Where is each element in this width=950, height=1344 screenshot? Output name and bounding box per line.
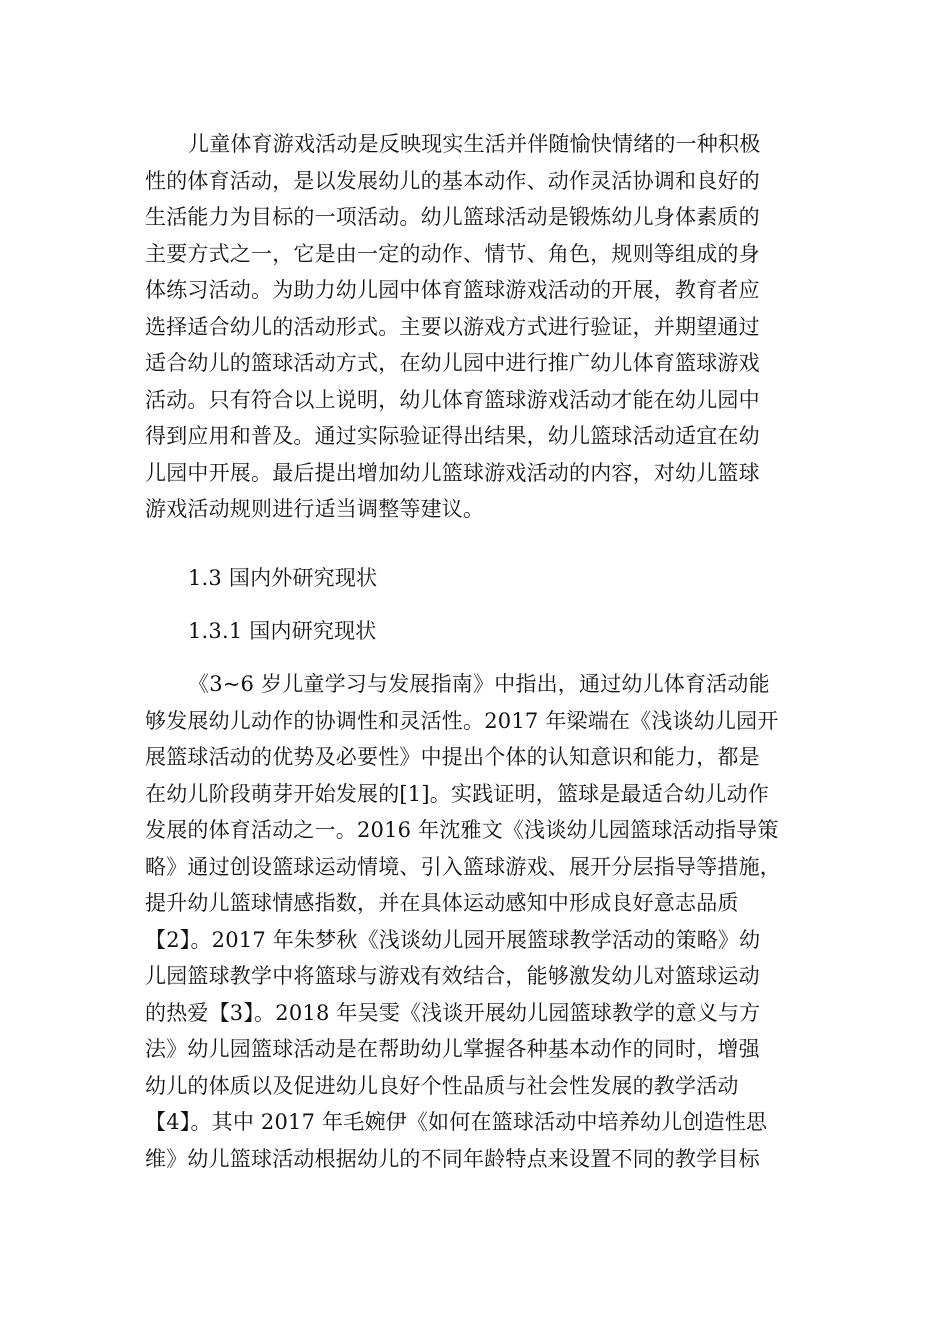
text-line: 适合幼儿的篮球活动方式，在幼儿园中进行推广幼儿体育篮球游戏: [145, 351, 760, 375]
text-line: 在幼儿阶段萌芽开始发展的[1]。实践证明，篮球是最适合幼儿动作: [145, 781, 769, 806]
heading-text: 1.3.1 国内研究现状: [188, 619, 377, 643]
text-line: 展篮球活动的优势及必要性》中提出个体的认知意识和能力，都是: [145, 745, 760, 769]
text-line: 儿园篮球教学中将篮球与游戏有效结合，能够激发幼儿对篮球运动: [145, 964, 760, 988]
text-line: 够发展幼儿动作的协调性和灵活性。2017 年梁端在《浅谈幼儿园开: [145, 708, 779, 733]
text-line: 儿园中开展。最后提出增加幼儿篮球游戏活动的内容，对幼儿篮球: [145, 460, 760, 485]
text-line: 《3~6 岁儿童学习与发展指南》中指出，通过幼儿体育活动能: [188, 672, 770, 696]
text-line: 选择适合幼儿的活动形式。主要以游戏方式进行验证，并期望通过: [145, 314, 760, 339]
text-line: 生活能力为目标的一项活动。幼儿篮球活动是锻炼幼儿身体素质的: [145, 205, 760, 229]
text-line: 性的体育活动，是以发展幼儿的基本动作、动作灵活协调和良好的: [145, 168, 760, 193]
intro-paragraph: [145, 126, 805, 528]
text-line: 主要方式之一，它是由一定的动作、情节、角色，规则等组成的身: [145, 241, 760, 266]
text-line: 【4】。其中 2017 年毛婉伊《如何在篮球活动中培养幼儿创造性思: [145, 1110, 768, 1134]
text-line: 得到应用和普及。通过实际验证得出结果，幼儿篮球活动适宜在幼: [145, 424, 760, 448]
text-line: 儿童体育游戏活动是反映现实生活并伴随愉快情绪的一种积极: [188, 132, 761, 156]
section-heading: [188, 560, 848, 597]
research-paragraph: [145, 666, 805, 1177]
text-line: 的热爱【3】。2018 年吴雯《浅谈开展幼儿园篮球教学的意义与方: [145, 1000, 761, 1025]
text-line: 略》通过创设篮球运动情境、引入篮球游戏、展开分层指导等措施，: [145, 854, 781, 879]
text-line: 提升幼儿篮球情感指数，并在具体运动感知中形成良好意志品质: [145, 891, 739, 915]
text-line: 游戏活动规则进行适当调整等建议。: [145, 497, 485, 521]
text-line: 幼儿的体质以及促进幼儿良好个性品质与社会性发展的教学活动: [145, 1073, 739, 1098]
text-line: 体练习活动。为助力幼儿园中体育篮球游戏活动的开展，教育者应: [145, 278, 760, 302]
text-line: 活动。只有符合以上说明，幼儿体育篮球游戏活动才能在幼儿园中: [145, 387, 760, 412]
heading-text: 1.3 国内外研究现状: [188, 566, 378, 590]
subsection-heading: [188, 613, 848, 650]
text-line: 发展的体育活动之一。2016 年沈雅文《浅谈幼儿园篮球活动指导策: [145, 818, 779, 842]
text-line: 法》幼儿园篮球活动是在帮助幼儿掌握各种基本动作的同时，增强: [145, 1037, 760, 1061]
text-line: 维》幼儿篮球活动根据幼儿的不同年龄特点来设置不同的教学目标: [145, 1146, 760, 1171]
text-line: 【2】。2017 年朱梦秋《浅谈幼儿园开展篮球教学活动的策略》幼: [145, 927, 761, 952]
